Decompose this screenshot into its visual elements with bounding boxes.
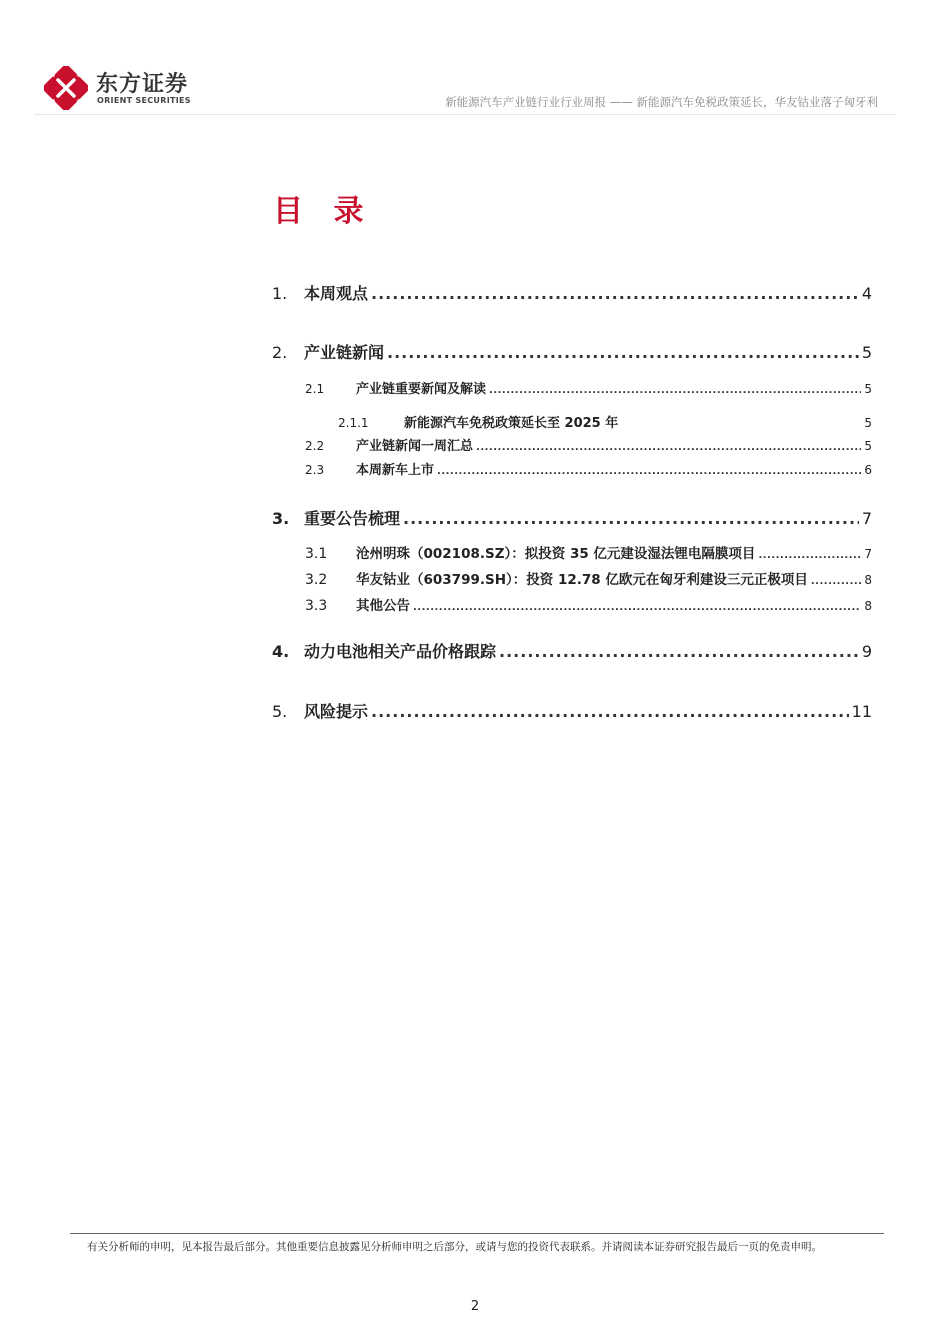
toc-entry-number: 2.1 — [305, 382, 325, 396]
footer-divider — [70, 1233, 884, 1234]
toc-entry[interactable] — [305, 568, 872, 588]
toc-entry-page: 8 — [864, 599, 872, 613]
toc-entry[interactable] — [305, 459, 872, 478]
toc-entry-text: 华友钴业（603799.SH）：投资 12.78 亿欧元在匈牙利建设三元正极项目 — [356, 572, 808, 588]
toc-entry-number: 3.1 — [305, 546, 328, 562]
toc-leader-dots — [371, 702, 849, 721]
toc-entry-text: 新能源汽车免税政策延长至 2025 年 — [404, 416, 619, 431]
toc-entry[interactable] — [272, 699, 872, 722]
toc-entry-page: 9 — [861, 642, 872, 661]
toc-leader-dots — [758, 550, 861, 561]
toc-leader-dots — [371, 284, 859, 303]
toc-entry-number: 2. — [272, 343, 288, 362]
toc-entry-text: 动力电池相关产品价格跟踪 — [304, 642, 497, 661]
toc-entry-text: 重要公告梳理 — [304, 509, 401, 528]
toc-entry-text: 本周新车上市 — [356, 463, 435, 478]
toc-leader-dots — [413, 602, 861, 613]
toc-entry-page: 8 — [864, 573, 872, 587]
toc-entry-page: 7 — [861, 509, 872, 528]
toc-entry[interactable] — [305, 594, 872, 614]
toc-leader-dots — [811, 576, 861, 587]
toc-entry-text: 产业链重要新闻及解读 — [356, 382, 487, 397]
toc-entry-number: 3. — [272, 509, 290, 528]
toc-entry-text: 产业链新闻一周汇总 — [356, 439, 474, 454]
toc-entry[interactable] — [272, 639, 872, 662]
toc-entry-page: 7 — [864, 547, 872, 561]
toc-entry[interactable] — [272, 506, 872, 529]
toc-entry-number: 3.3 — [305, 598, 328, 614]
toc-entry[interactable] — [272, 340, 872, 363]
toc-entry-number: 2.2 — [305, 439, 325, 453]
toc-entry[interactable] — [305, 435, 872, 454]
toc-entry[interactable] — [305, 542, 872, 562]
toc-entry-page: 6 — [864, 463, 872, 477]
toc-leader-dots — [499, 642, 859, 661]
toc-entry-page: 5 — [861, 343, 872, 362]
toc-leader-dots — [489, 385, 861, 396]
toc-entry-page: 5 — [864, 439, 872, 453]
toc-leader-dots — [403, 509, 859, 528]
footer-disclaimer: 有关分析师的申明，见本报告最后部分。其他重要信息披露见分析师申明之后部分，或请与您的投资代表联系。并请阅读本证券研究报告最后一页的免责申明。 — [87, 1241, 822, 1253]
toc-entry-number: 4. — [272, 642, 290, 661]
brand-name-en: ORIENT SECURITIES — [97, 96, 191, 105]
toc-leader-dots — [437, 466, 861, 477]
report-title: 新能源汽车产业链行业行业周报 —— 新能源汽车免税政策延长，华友钴业落子匈牙利 — [445, 95, 878, 109]
page-header — [0, 0, 950, 120]
toc-entry-text: 产业链新闻 — [304, 343, 385, 362]
toc-entry[interactable] — [305, 378, 872, 397]
toc-entry-page: 11 — [851, 702, 872, 721]
toc-entry-text: 风险提示 — [304, 702, 369, 721]
brand-name-cn: 东方证券 — [96, 72, 189, 97]
toc-entry-text: 本周观点 — [304, 284, 369, 303]
toc-entry-number: 2.3 — [305, 463, 325, 477]
toc-entry[interactable] — [338, 412, 872, 431]
toc-entry-number: 3.2 — [305, 572, 328, 588]
toc-title: 目 录 — [273, 194, 374, 229]
toc-leader-dots — [387, 343, 859, 362]
toc-entry-page: 5 — [864, 382, 872, 396]
toc-entry-number: 1. — [272, 284, 288, 303]
toc-entry-number: 5. — [272, 702, 288, 721]
toc-leader-dots — [476, 442, 861, 453]
toc-entry-text: 沧州明珠（002108.SZ）：拟投资 35 亿元建设湿法锂电隔膜项目 — [356, 546, 756, 562]
toc-entry[interactable] — [272, 281, 872, 304]
page-number: 2 — [470, 1299, 480, 1314]
toc-entry-text: 其他公告 — [356, 598, 410, 614]
orient-securities-logo-icon — [44, 66, 88, 110]
toc-entry-number: 2.1.1 — [338, 416, 369, 430]
toc-entry-page: 5 — [864, 416, 872, 430]
header-divider — [34, 114, 896, 115]
toc-entry-page: 4 — [861, 284, 872, 303]
